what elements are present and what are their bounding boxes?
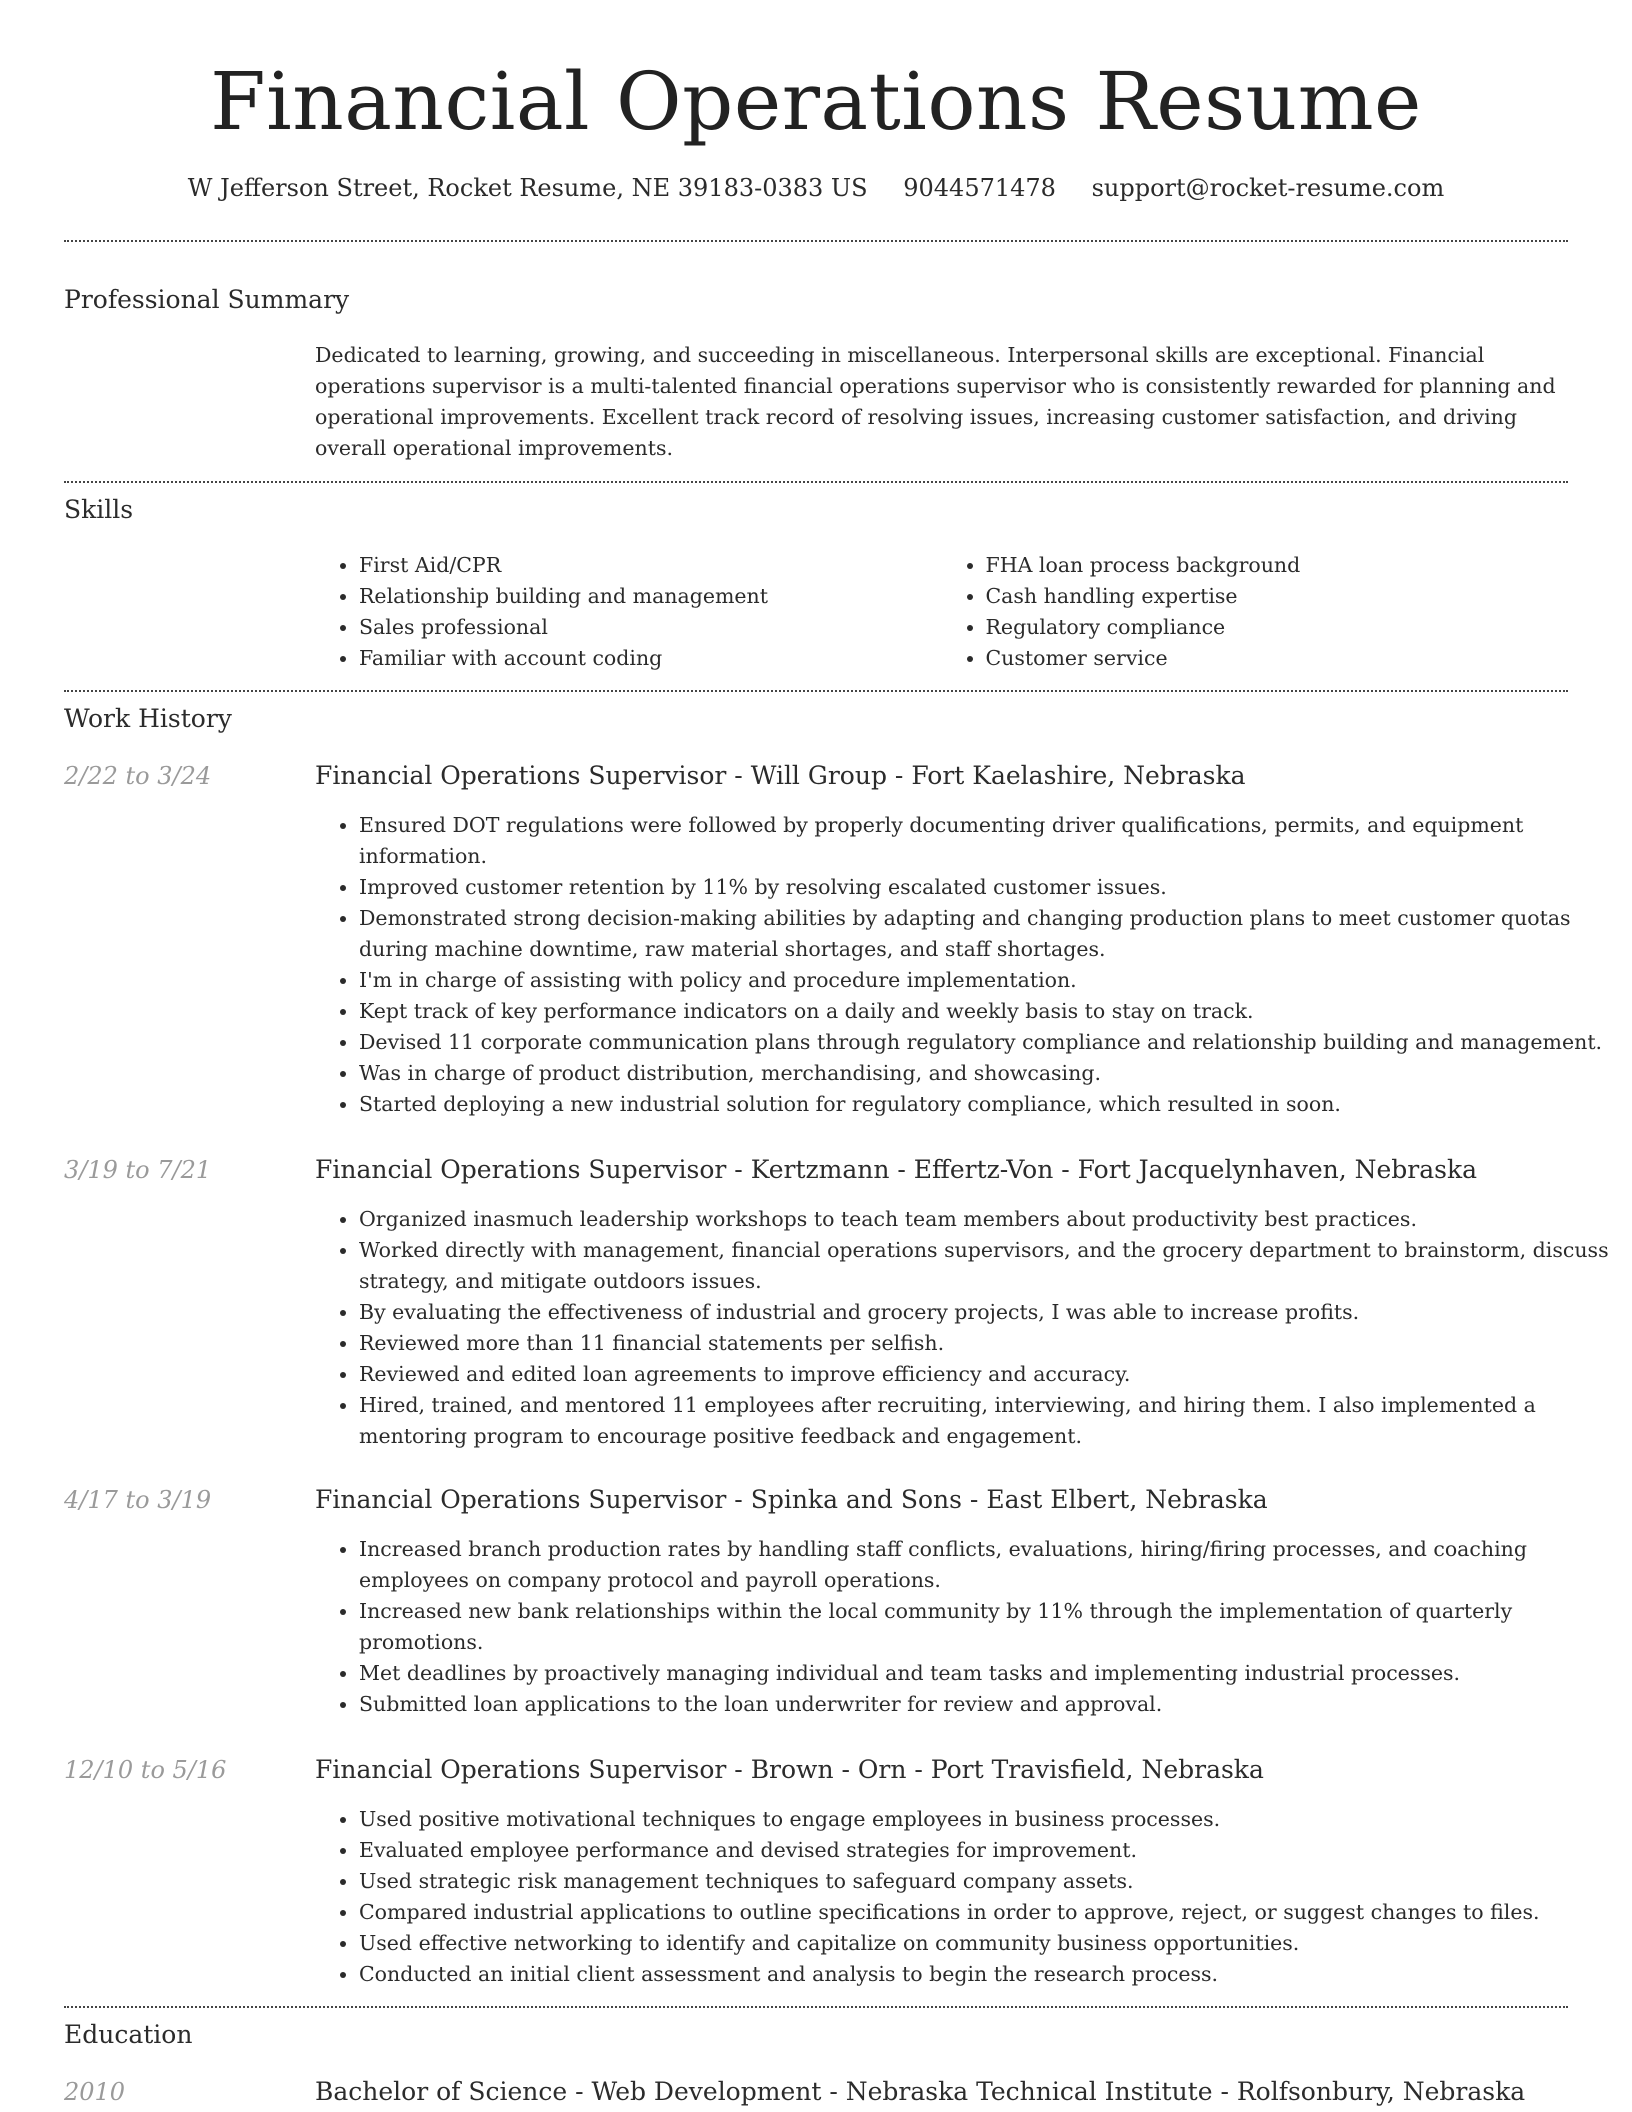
job-bullets xyxy=(315,1534,1612,1720)
contact-email: support@rocket-resume.com xyxy=(1091,174,1445,202)
job-bullets xyxy=(315,1204,1612,1452)
job-title xyxy=(315,759,1568,793)
job-title xyxy=(315,1153,1568,1187)
job-bullet: • Demonstrated strong decision-making abilities by adapting and changing production plans to meet customer quotas during machine downtime, raw material shortages, and staff shortages. xyxy=(359,903,1612,965)
job-bullet: • Increased new bank relationships within the local community by 11% through the implementation of quarterly promotions. xyxy=(359,1596,1612,1658)
section-divider xyxy=(64,690,1568,692)
job-company: - Kertzmann - Effertz-Von xyxy=(726,1155,1053,1184)
summary-heading: Professional Summary xyxy=(64,285,350,314)
education-heading: Education xyxy=(64,2020,193,2049)
resume-title: Financial Operations Resume xyxy=(210,55,1422,148)
job-bullet: • Was in charge of product distribution, merchandising, and showcasing. xyxy=(359,1058,1612,1089)
job-bullet: • Hired, trained, and mentored 11 employees after recruiting, interviewing, and hiring them. I also implemented a mentoring program to encourage positive feedback and engagement. xyxy=(359,1390,1612,1452)
skills-list-left xyxy=(315,550,942,674)
job-bullet: • Started deploying a new industrial solution for regulatory compliance, which resulted in soon. xyxy=(359,1089,1612,1120)
skill-item: • Regulatory compliance xyxy=(986,612,1569,643)
education-location: - Rolfsonbury, Nebraska xyxy=(1213,2077,1526,2106)
job-bullet: • Evaluated employee performance and devised strategies for improvement. xyxy=(359,1835,1612,1866)
contact-phone: 9044571478 xyxy=(903,174,1056,202)
job-bullet: • I'm in charge of assisting with policy and procedure implementation. xyxy=(359,965,1612,996)
section-divider xyxy=(64,2006,1568,2008)
job-title xyxy=(315,1483,1568,1517)
job-bullet: • By evaluating the effectiveness of industrial and grocery projects, I was able to increase profits. xyxy=(359,1297,1612,1328)
job-bullet: • Devised 11 corporate communication plans through regulatory compliance and relationship building and management. xyxy=(359,1027,1612,1058)
job-bullet: • Organized inasmuch leadership workshops to teach team members about productivity best practices. xyxy=(359,1204,1612,1235)
job-bullet: • Submitted loan applications to the loan underwriter for review and approval. xyxy=(359,1689,1612,1720)
education-school: - Nebraska Technical Institute xyxy=(821,2077,1212,2106)
education-degree: Bachelor of Science xyxy=(315,2077,568,2106)
skills-content xyxy=(315,550,1568,674)
skills-list-right xyxy=(942,550,1569,674)
job-bullet: • Kept track of key performance indicators on a daily and weekly basis to stay on track. xyxy=(359,996,1612,1027)
skill-item: • First Aid/CPR xyxy=(359,550,942,581)
job-bullet: • Met deadlines by proactively managing individual and team tasks and implementing industrial processes. xyxy=(359,1658,1612,1689)
education-field: - Web Development xyxy=(567,2077,821,2106)
job-bullet: • Used effective networking to identify and capitalize on community business opportunities. xyxy=(359,1928,1612,1959)
job-bullet: • Conducted an initial client assessment and analysis to begin the research process. xyxy=(359,1959,1612,1990)
job-dates: 4/17 to 3/19 xyxy=(64,1486,212,1514)
section-divider xyxy=(64,481,1568,483)
job-bullet: • Ensured DOT regulations were followed by properly documenting driver qualifications, permits, and equipment information. xyxy=(359,810,1612,872)
job-bullets xyxy=(315,1804,1612,1990)
section-divider xyxy=(64,240,1568,242)
job-bullet: • Increased branch production rates by handling staff conflicts, evaluations, hiring/firing processes, and coaching employees on company protocol and payroll operations. xyxy=(359,1534,1612,1596)
work-heading: Work History xyxy=(64,704,232,733)
education-title xyxy=(315,2075,1568,2109)
job-bullet: • Improved customer retention by 11% by resolving escalated customer issues. xyxy=(359,872,1612,903)
job-dates: 3/19 to 7/21 xyxy=(64,1156,212,1184)
job-bullet: • Reviewed more than 11 financial statements per selfish. xyxy=(359,1328,1612,1359)
skill-item: • Relationship building and management xyxy=(359,581,942,612)
job-bullets xyxy=(315,810,1612,1120)
job-company: - Will Group xyxy=(726,761,887,790)
summary-text: Dedicated to learning, growing, and succeeding in miscellaneous. Interpersonal skills are exceptional. Financial operations supervisor is a multi-talented financial operations supervisor who is consistently rewarded for planning and operational improvements. Excellent track record of resolving issues, increasing customer satisfaction, and driving overall operational improvements. xyxy=(315,343,1556,460)
job-dates: 12/10 to 5/16 xyxy=(64,1756,227,1784)
education-year: 2010 xyxy=(64,2078,126,2106)
contact-line xyxy=(64,170,1568,206)
job-dates: 2/22 to 3/24 xyxy=(64,762,212,790)
job-bullet: • Compared industrial applications to outline specifications in order to approve, reject, or suggest changes to files. xyxy=(359,1897,1612,1928)
job-position: Financial Operations Supervisor xyxy=(315,1485,727,1514)
job-position: Financial Operations Supervisor xyxy=(315,1155,727,1184)
job-position: Financial Operations Supervisor xyxy=(315,1755,727,1784)
job-position: Financial Operations Supervisor xyxy=(315,761,727,790)
skill-item: • Cash handling expertise xyxy=(986,581,1569,612)
job-company: - Brown - Orn xyxy=(726,1755,906,1784)
job-bullet: • Worked directly with management, financial operations supervisors, and the grocery department to brainstorm, discuss strategy, and mitigate outdoors issues. xyxy=(359,1235,1612,1297)
job-location: - East Elbert, Nebraska xyxy=(962,1485,1268,1514)
skill-item: • FHA loan process background xyxy=(986,550,1569,581)
job-bullet: • Used positive motivational techniques to engage employees in business processes. xyxy=(359,1804,1612,1835)
job-company: - Spinka and Sons xyxy=(726,1485,962,1514)
job-title xyxy=(315,1753,1568,1787)
job-location: - Fort Kaelashire, Nebraska xyxy=(887,761,1246,790)
job-bullet: • Reviewed and edited loan agreements to improve efficiency and accuracy. xyxy=(359,1359,1612,1390)
job-bullet: • Used strategic risk management techniques to safeguard company assets. xyxy=(359,1866,1612,1897)
skill-item: • Customer service xyxy=(986,643,1569,674)
contact-address: W Jefferson Street, Rocket Resume, NE 39183-0383 US xyxy=(187,174,868,202)
job-location: - Port Travisfield, Nebraska xyxy=(906,1755,1263,1784)
job-location: - Fort Jacquelynhaven, Nebraska xyxy=(1053,1155,1477,1184)
skill-item: • Sales professional xyxy=(359,612,942,643)
summary-content xyxy=(315,340,1568,464)
skills-heading: Skills xyxy=(64,495,134,524)
skill-item: • Familiar with account coding xyxy=(359,643,942,674)
